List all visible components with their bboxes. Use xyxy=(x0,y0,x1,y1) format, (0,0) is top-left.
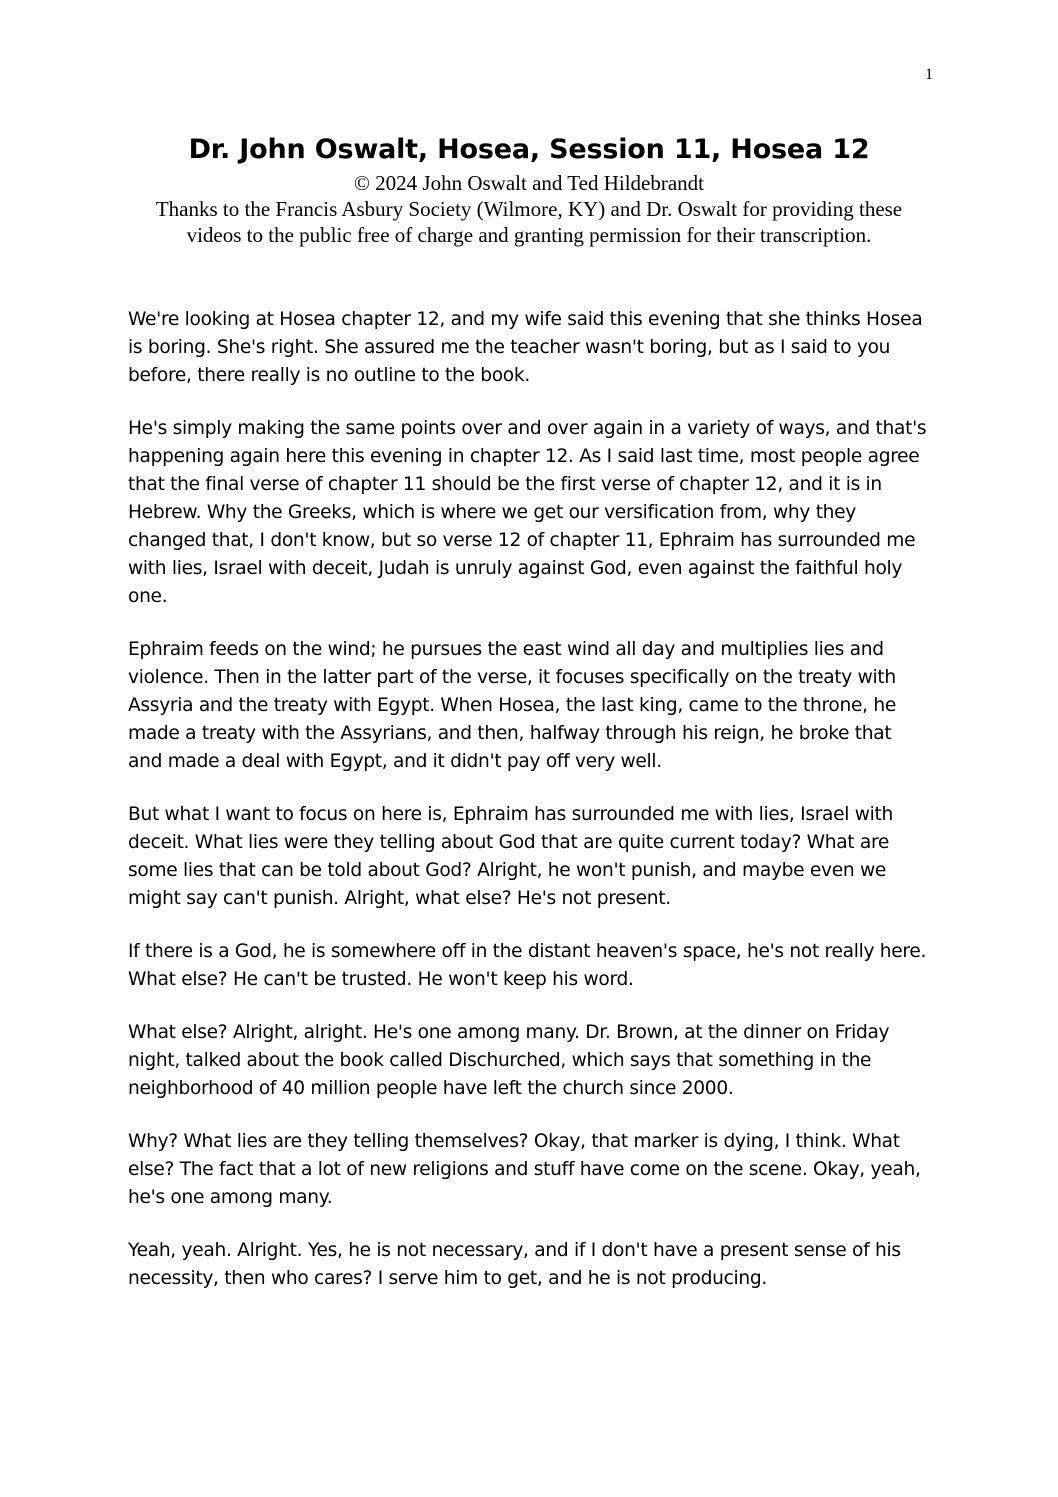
paragraph: But what I want to focus on here is, Ephraim has surrounded me with lies, Israel with deceit. What lies were they telling about God that are quite current today? What are some lies that can be told about God? Alright, he won't punish, and maybe even we might say can't punish. Alright, what else? He's not present. xyxy=(128,804,894,909)
page-number: 1 xyxy=(925,66,933,83)
paragraph: We're looking at Hosea chapter 12, and my wife said this evening that she thinks Hosea is boring. She's right. She assured me the teacher wasn't boring, but as I said to you before, there really is no outline to the book. xyxy=(128,309,923,386)
paragraph: If there is a God, he is somewhere off in the distant heaven's space, he's not really here. What else? He can't be trusted. He won't keep his word. xyxy=(128,941,927,990)
copyright-line: © 2024 John Oswalt and Ted Hildebrandt xyxy=(353,171,705,195)
document-header xyxy=(100,130,958,248)
paragraph: Ephraim feeds on the wind; he pursues the east wind all day and multiplies lies and violence. Then in the latter part of the verse, it focuses specifically on the treaty with Assyria and the treaty with Egypt. When Hosea, the last king, came to the throne, he made a treaty with the Assyrians, and then, halfway through his reign, he broke that and made a deal with Egypt, and it didn't pay off very well. xyxy=(128,639,896,772)
paragraph: What else? Alright, alright. He's one among many. Dr. Brown, at the dinner on Friday night, talked about the book called Dischurched, which says that something in the neighborhood of 40 million people have left the church since 2000. xyxy=(128,1022,890,1099)
paragraph: Why? What lies are they telling themselves? Okay, that marker is dying, I think. What else? The fact that a lot of new religions and stuff have come on the scene. Okay, yeah, he's one among many. xyxy=(128,1131,921,1208)
paragraph: He's simply making the same points over and over again in a variety of ways, and that's happening again here this evening in chapter 12. As I said last time, most people agree that the final verse of chapter 11 should be the first verse of chapter 12, and it is in Hebrew. Why the Greeks, which is where we get our versification from, why they changed that, I don't know, but so verse 12 of chapter 11, Ephraim has surrounded me with lies, Israel with deceit, Judah is unruly against God, even against the faithful holy one. xyxy=(128,418,927,607)
document-title: Dr. John Oswalt, Hosea, Session 11, Hosea 12 xyxy=(188,134,870,165)
transcript-body xyxy=(128,306,930,1318)
acknowledgement: Thanks to the Francis Asbury Society (Wilmore, KY) and Dr. Oswalt for providing these videos to the public free of charge and granting permission for their transcription. xyxy=(155,197,903,247)
paragraph: Yeah, yeah. Alright. Yes, he is not necessary, and if I don't have a present sense of his necessity, then who cares? I serve him to get, and he is not producing. xyxy=(128,1240,901,1289)
